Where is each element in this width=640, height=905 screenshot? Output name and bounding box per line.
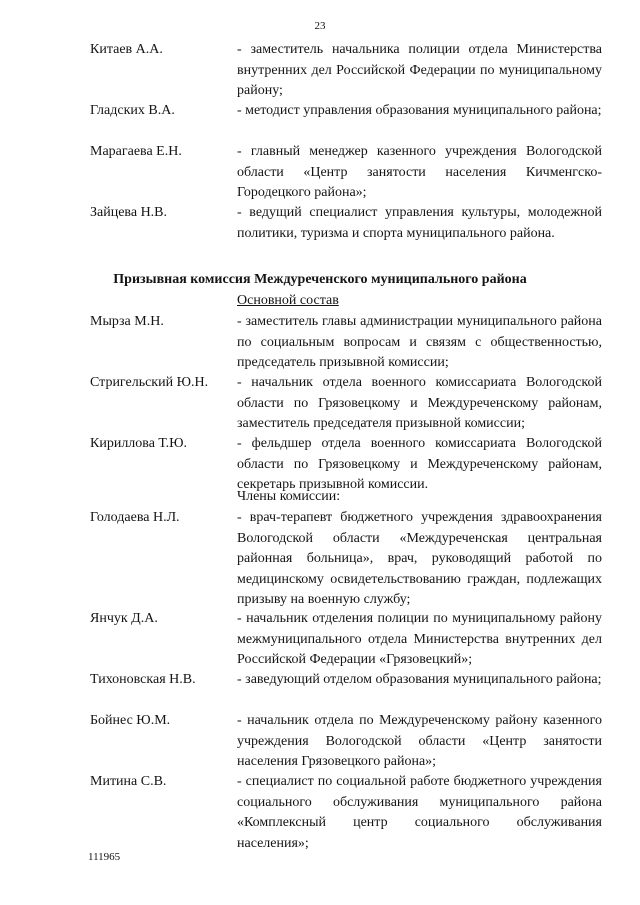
member-name: Бойнес Ю.М. xyxy=(90,713,171,728)
member-name: Кириллова Т.Ю. xyxy=(90,436,187,451)
member-role: - врач-терапевт бюджетного учреждения здравоохранения Вологодской области «Междуреченская центральная районная больница», врач, руководящий работой по медицинскому освидетельствованию граждан, подлежащих призыву на военную службу; xyxy=(237,510,602,607)
member-row xyxy=(90,508,602,609)
member-row xyxy=(90,101,602,142)
member-name: Зайцева Н.В. xyxy=(90,205,168,220)
member-row xyxy=(90,312,602,373)
member-role: - ведущий специалист управления культуры, молодежной политики, туризма и спорта муниципального района. xyxy=(237,205,602,241)
member-role: - заместитель главы администрации муниципального района по социальным вопросам и связям с общественностью, председатель призывной комиссии; xyxy=(237,314,602,370)
member-role: - начальник отделения полиции по муниципальному району межмуниципального отдела Министерства внутренних дел Российской Федерации «Грязовецкий»; xyxy=(237,611,602,667)
members-list xyxy=(90,508,602,854)
member-name: Янчук Д.А. xyxy=(90,611,158,626)
member-row xyxy=(90,434,602,495)
member-role: - специалист по социальной работе бюджетного учреждения социального обслуживания муниципального района «Комплексный центр социального обслуживания населения»; xyxy=(237,774,602,851)
footer-code: 111965 xyxy=(88,851,121,863)
main-member-list xyxy=(90,312,602,495)
commission-title: Призывная комиссия Междуреченского муниципального района xyxy=(113,272,527,287)
member-row xyxy=(90,772,602,854)
member-row xyxy=(90,373,602,434)
member-name: Митина С.В. xyxy=(90,774,167,789)
member-name: Гладских В.А. xyxy=(90,103,175,118)
top-member-list xyxy=(90,40,602,264)
page-number: 23 xyxy=(314,20,326,32)
member-name: Стригельский Ю.Н. xyxy=(90,375,209,390)
member-role: - главный менеджер казенного учреждения Вологодской области «Центр занятости населения Кичменгско-Городецкого района»; xyxy=(237,144,602,200)
member-role: - методист управления образования муниципального района; xyxy=(237,103,602,118)
member-name: Марагаева Е.Н. xyxy=(90,144,182,159)
member-name: Китаев А.А. xyxy=(90,42,163,57)
member-role: - начальник отдела по Междуреченскому району казенного учреждения Вологодской области «Центр занятости населения Грязовецкого района»; xyxy=(237,713,602,769)
member-role: - фельдшер отдела военного комиссариата Вологодской области по Грязовецкому и Междуреченскому районам, секретарь призывной комиссии. xyxy=(237,436,602,492)
member-row xyxy=(90,711,602,772)
member-row xyxy=(90,670,602,711)
member-row xyxy=(90,40,602,101)
members-label: Члены комиссии: xyxy=(237,489,341,504)
member-row xyxy=(90,142,602,203)
member-role: - заведующий отделом образования муниципального района; xyxy=(237,672,602,687)
member-name: Мырза М.Н. xyxy=(90,314,164,329)
main-composition-label: Основной состав xyxy=(237,293,339,308)
member-row xyxy=(90,609,602,670)
member-role: - заместитель начальника полиции отдела Министерства внутренних дел Российской Федерации по муниципальному району; xyxy=(237,42,602,98)
member-role: - начальник отдела военного комиссариата Вологодской области по Грязовецкому и Междуреченскому районам, заместитель председателя призывной комиссии; xyxy=(237,375,602,431)
member-row xyxy=(90,203,602,264)
member-name: Тихоновская Н.В. xyxy=(90,672,196,687)
member-name: Голодаева Н.Л. xyxy=(90,510,180,525)
